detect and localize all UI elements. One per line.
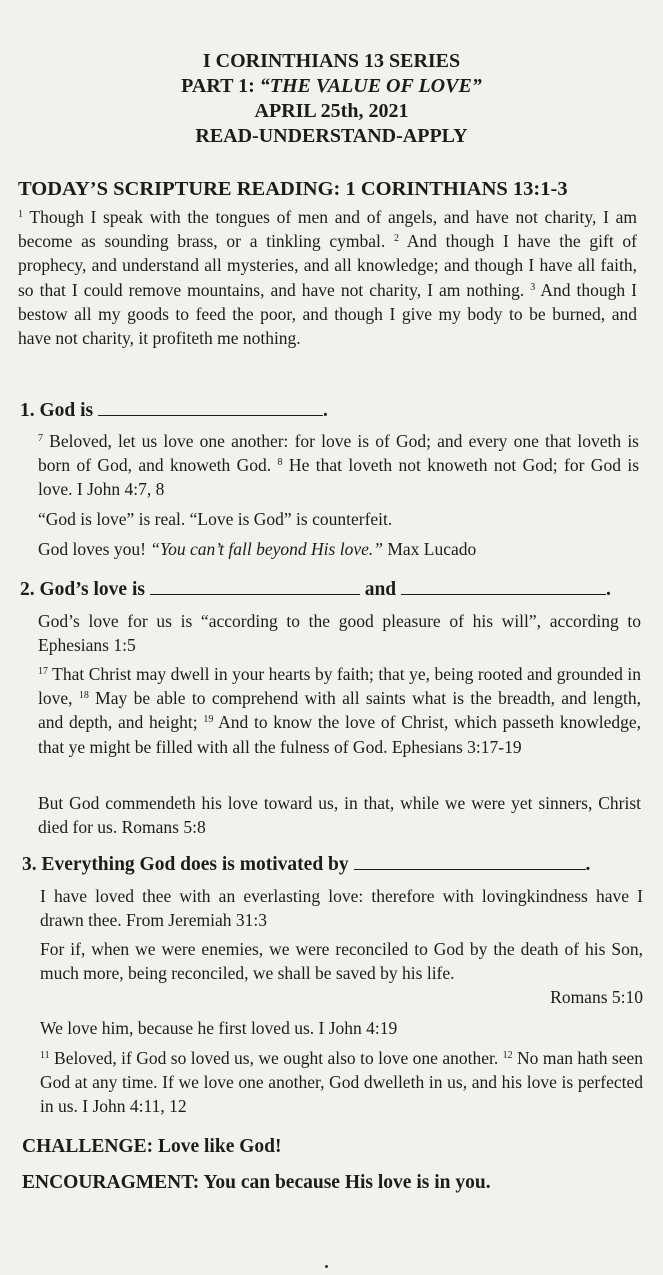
point2-romans: But God commendeth his love toward us, in that, while we were yet sinners, Christ died for us. Romans 5:8 [38,793,641,838]
part-title: PART 1: “THE VALUE OF LOVE” [181,75,482,97]
point3-romans-ref: Romans 5:10 [550,987,643,1008]
point2-text: God’s love for us is “according to the good pleasure of his will”, according to Ephesians 1:5 [38,611,641,656]
header [0,49,663,149]
point2-blank-1 [150,578,360,595]
series-title: I CORINTHIANS 13 SERIES [202,50,461,72]
point1-heading: 1. God is . [20,400,328,421]
point3-heading: 3. Everything God does is motivated by . [22,854,591,875]
point1-blank [98,399,323,416]
challenge: CHALLENGE: Love like God! [22,1136,282,1157]
point2-heading: 2. God’s love is and . [20,579,611,600]
point1-quote: God loves you! “You can’t fall beyond His love.” Max Lucado [38,539,477,559]
point2-blank-2 [401,578,606,595]
point3-jeremiah: I have loved thee with an everlasting love: therefore with lovingkindness have I drawn thee. From Jeremiah 31:3 [40,886,643,931]
encouragement: ENCOURAGMENT: You can because His love is in you. [22,1172,491,1193]
reading-text: $^1$ Though I speak with the tongues of men and of angels, and have not charity, I am become as sounding brass, or a tinkling cymbal. $^2$ And though I have the gift of prophecy, and understand all mysteries, and all knowledge; and though I have all faith, so that I could remove mountains, and have not charity, I am nothing. $^3$ And though I bestow all my goods to feed the poor, and though I give my body to be burned, and have not charity, it profiteth me nothing. [18,207,638,349]
point1-note: “God is love” is real. “Love is God” is counterfeit. [38,509,393,529]
point1-verse: $^7$ Beloved, let us love one another: for love is of God; and every one that loveth is born of God, and knoweth God. $^8$ He that loveth not knoweth not God; for God is love. I John 4:7, 8 [38,431,639,500]
point3-john: We love him, because he first loved us. I John 4:19 [40,1018,398,1038]
sermon-date: APRIL 25th, 2021 [254,100,409,122]
point3-blank [354,853,586,870]
point3-romans: For if, when we were enemies, we were reconciled to God by the death of his Son, much more, being reconciled, we shall be saved by his life. Romans 5:10 [40,937,643,1010]
page-mark [325,1265,328,1268]
motto: READ-UNDERSTAND-APPLY [195,125,468,147]
point2-verse: $^{17}$ That Christ may dwell in your hearts by faith; that ye, being rooted and grounded in love, $^{18}$ May be able to comprehend with all saints what is the breadth, and length, and depth, and height; $^{19}$ And to know the love of Christ, which passeth knowledge, that ye might be filled with all the fulness of God. Ephesians 3:17-19 [38,664,641,757]
reading-title: TODAY’S SCRIPTURE READING: 1 CORINTHIANS 13:1-3 [18,178,568,200]
point3-john-verse: $^{11}$ Beloved, if God so loved us, we ought also to love one another. $^{12}$ No man hath seen God at any time. If we love one another, God dwelleth in us, and his love is perfected in us. I John 4:11, 12 [40,1048,644,1117]
